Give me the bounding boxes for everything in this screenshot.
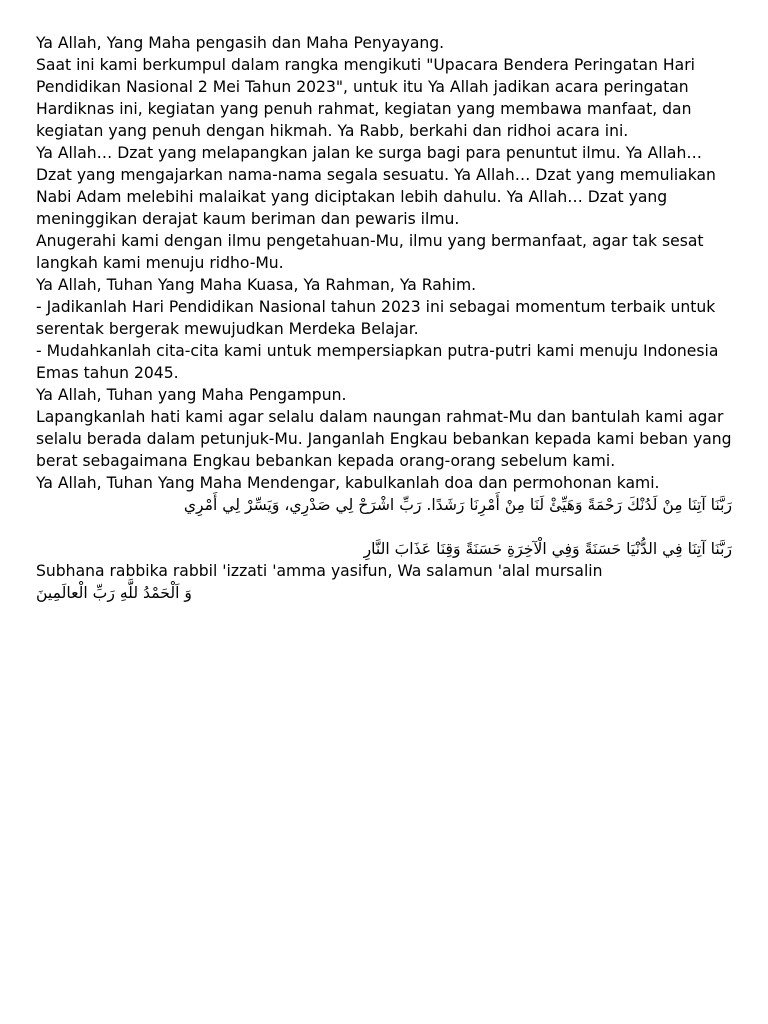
paragraph-maha-pengampun: Ya Allah, Tuhan yang Maha Pengampun. <box>36 386 347 404</box>
arabic-prayer-line-1: رَبَّنَا آتِنَا مِنْ لَدُنْكَ رَحْمَةً وَهَيِّئْ لَنَا مِنْ أَمْرِنَا رَشَدًا. رَبِّ اشْرَحْ لِي صَدْرِي، وَيَسِّرْ لِي أَمْرِي <box>183 496 732 514</box>
document-body <box>36 32 732 604</box>
paragraph-anugerahi: Anugerahi kami dengan ilmu pengetahuan-Mu, ilmu yang bermanfaat, agar tak sesat langkah kami menuju ridho-Mu. <box>36 232 704 272</box>
paragraph-maha-mendengar: Ya Allah, Tuhan Yang Maha Mendengar, kabulkanlah doa dan permohonan kami. <box>36 474 660 492</box>
paragraph-opening: Ya Allah, Yang Maha pengasih dan Maha Penyayang. <box>36 34 445 52</box>
paragraph-lapangkanlah: Lapangkanlah hati kami agar selalu dalam naungan rahmat-Mu dan bantulah kami agar selalu berada dalam petunjuk-Mu. Janganlah Engkau bebankan kepada kami beban yang berat sebagaimana Engkau bebankan kepada orang-orang sebelum kami. <box>36 408 732 470</box>
paragraph-dzat: Ya Allah… Dzat yang melapangkan jalan ke surga bagi para penuntut ilmu. Ya Allah… Dzat yang mengajarkan nama-nama segala sesuatu. Ya Allah… Dzat yang memuliakan Nabi Adam melebihi malaikat yang diciptakan lebih dahulu. Ya Allah… Dzat yang meninggikan derajat kaum beriman dan pewaris ilmu. <box>36 144 716 228</box>
paragraph-hardiknas-momentum: - Jadikanlah Hari Pendidikan Nasional tahun 2023 ini sebagai momentum terbaik untuk serentak bergerak mewujudkan Merdeka Belajar. <box>36 298 716 338</box>
closing-latin-line: Subhana rabbika rabbil 'izzati 'amma yasifun, Wa salamun 'alal mursalin <box>36 562 603 580</box>
arabic-prayer-line-2: رَبَّنَا آتِنَا فِي الدُّنْيَا حَسَنَةً وَفِي الْآخِرَةِ حَسَنَةً وَقِنَا عَذَابَ النَّارِ <box>363 540 732 558</box>
arabic-closing-line: وَ اَلْحَمْدُ للَّهِ رَبِّ الْعالَمِينَ <box>36 584 192 602</box>
paragraph-maha-kuasa: Ya Allah, Tuhan Yang Maha Kuasa, Ya Rahman, Ya Rahim. <box>36 276 477 294</box>
blank-line <box>36 516 732 538</box>
paragraph-indonesia-emas: - Mudahkanlah cita-cita kami untuk mempersiapkan putra-putri kami menuju Indonesia Emas tahun 2045. <box>36 342 719 382</box>
paragraph-gathering: Saat ini kami berkumpul dalam rangka mengikuti "Upacara Bendera Peringatan Hari Pendidikan Nasional 2 Mei Tahun 2023", untuk itu Ya Allah jadikan acara peringatan Hardiknas ini, kegiatan yang penuh rahmat, kegiatan yang membawa manfaat, dan kegiatan yang penuh dengan hikmah. Ya Rabb, berkahi dan ridhoi acara ini. <box>36 56 695 140</box>
